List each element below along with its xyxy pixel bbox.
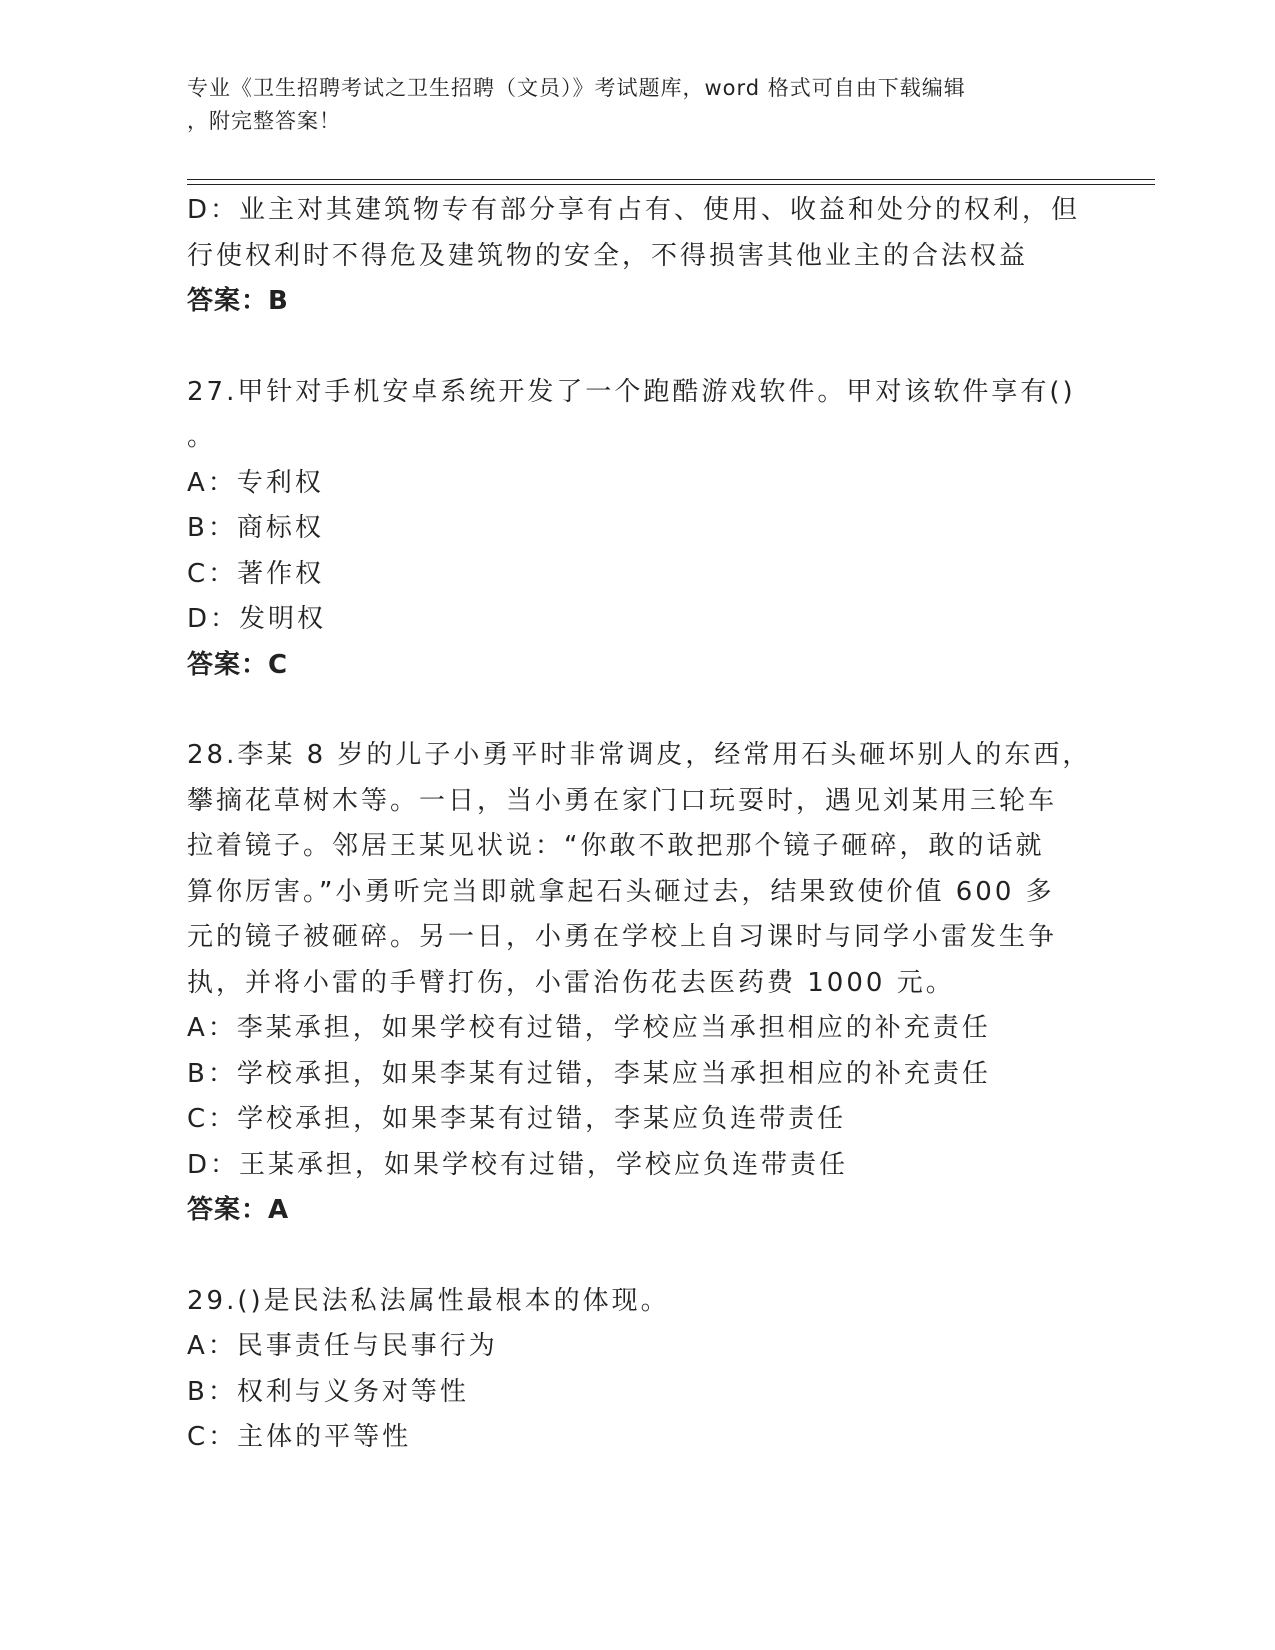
header-line-2: ，附完整答案！ [187,109,341,133]
header-rule-top [187,179,1155,180]
option-c: C：学校承担，如果李某有过错，李某应负连带责任 [187,1104,847,1134]
question-content [187,188,1092,1461]
spacer [187,325,1087,370]
option-d-line-1: D：业主对其建筑物专有部分享有占有、使用、收益和处分的权利，但 [187,195,1081,225]
option-a: A：专利权 [187,467,324,498]
option-c: C：主体的平等性 [187,1422,412,1452]
option-b: B：权利与义务对等性 [187,1376,469,1407]
header-rule-bottom [187,184,1155,185]
question-27 [187,370,1087,689]
previous-question-tail [187,188,1087,325]
answer-label: 答案：C [187,649,289,680]
question-stem-line: 攀摘花草树木等。一日，当小勇在家门口玩耍时，遇见刘某用三轮车 [187,785,1058,816]
option-b: B：商标权 [187,513,324,543]
question-stem-line: 27.甲针对手机安卓系统开发了一个跑酷游戏软件。甲对该软件享有() [187,376,1076,407]
option-b: B：学校承担，如果李某有过错，李某应当承担相应的补充责任 [187,1058,991,1089]
question-stem-line: 执，并将小雷的手臂打伤，小雷治伤花去医药费 1000 元。 [187,967,955,998]
answer-label: 答案：B [187,286,289,316]
answer-label: 答案：A [187,1195,290,1225]
question-stem-line: 28.李某 8 岁的儿子小勇平时非常调皮，经常用石头砸坏别人的东西， [187,740,1092,770]
option-c: C：著作权 [187,558,325,589]
option-d-line-2: 行使权利时不得危及建筑物的安全，不得损害其他业主的合法权益 [187,240,1029,271]
question-stem-line: 算你厉害。”小勇听完当即就拿起石头砸过去，结果致使价值 600 多 [187,876,1055,907]
question-stem-line: 29.()是民法私法属性最根本的体现。 [187,1285,670,1316]
option-a: A：民事责任与民事行为 [187,1331,498,1361]
question-stem-line: 拉着镜子。邻居王某见状说：“你敢不敢把那个镜子砸碎，敢的话就 [187,831,1045,861]
question-29 [187,1279,1087,1461]
spacer [187,1234,1087,1279]
option-a: A：李某承担，如果学校有过错，学校应当承担相应的补充责任 [187,1013,991,1043]
question-stem-line: 。 [187,422,217,452]
option-d: D：发明权 [187,604,327,634]
header-line-1: 专业《卫生招聘考试之卫生招聘（文员）》考试题库，word 格式可自由下载编辑 [187,76,966,100]
spacer [187,688,1087,733]
question-stem-line: 元的镜子被砸碎。另一日，小勇在学校上自习课时与同学小雷发生争 [187,922,1058,952]
option-d: D：王某承担，如果学校有过错，学校应负连带责任 [187,1149,849,1180]
question-28 [187,733,1092,1234]
document-header [187,72,1067,138]
